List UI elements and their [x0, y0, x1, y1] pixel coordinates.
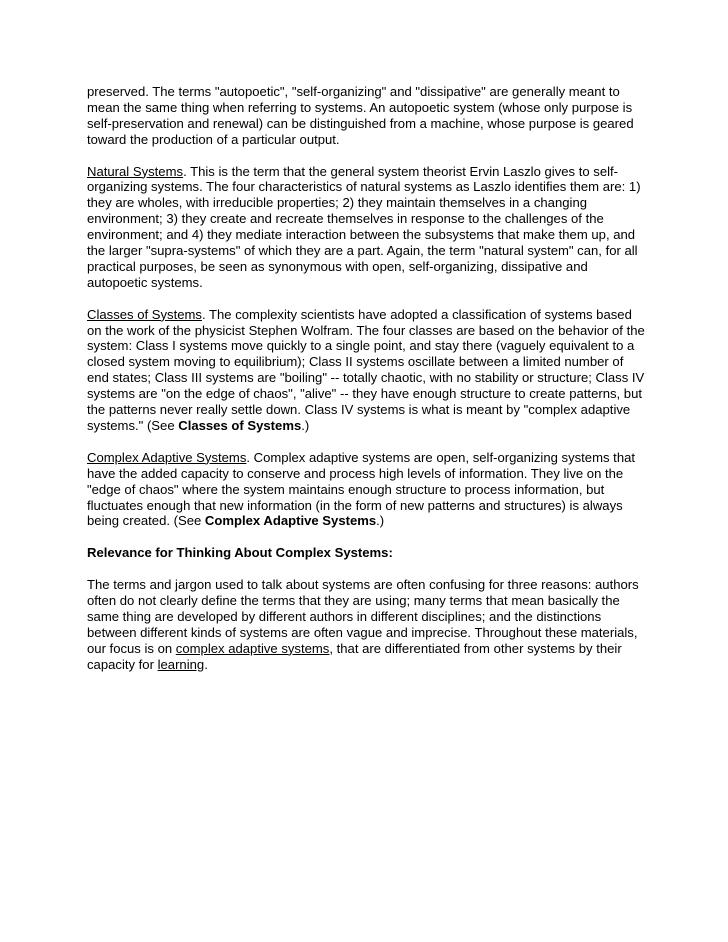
paragraph-tail: .) — [301, 418, 310, 433]
paragraph-text: The terms and jargon used to talk about systems are often confusing for three reasons: authors often do not clearly define the terms that they are using; many terms that mean basically the same thing are developed by different authors in different disciplines; and the distinctions between different kinds of systems are often vague and imprecise. Throughout these materials, our focus is on — [87, 577, 639, 656]
paragraph-autopoetic — [87, 84, 647, 148]
cross-reference-classes-of-systems: Classes of Systems — [178, 418, 302, 433]
term-classes-of-systems: Classes of Systems — [87, 306, 202, 322]
cross-reference-complex-adaptive-systems: Complex Adaptive Systems — [204, 513, 377, 529]
document-body — [87, 84, 647, 688]
section-heading: Relevance for Thinking About Complex Systems: — [87, 545, 393, 561]
paragraph-complex-adaptive-systems — [87, 450, 647, 530]
paragraph-text-middle: , that are differentiated from other systems by their capacity for — [87, 640, 622, 672]
link-learning[interactable]: learning — [157, 656, 205, 672]
paragraph-tail: . — [204, 656, 208, 672]
paragraph-tail: .) — [376, 513, 385, 529]
paragraph-text: preserved. The terms "autopoetic", "self-organizing" and "dissipative" are generally meant to mean the same thing when referring to systems. An autopoetic system (whose only purpose is self-preservation and renewal) can be distinguished from a machine, whose purpose is geared toward the production of a particular output. — [87, 84, 634, 147]
term-natural-systems: Natural Systems — [87, 163, 184, 179]
link-complex-adaptive-systems[interactable]: complex adaptive systems — [175, 640, 330, 656]
paragraph-relevance — [87, 577, 647, 672]
paragraph-natural-systems — [87, 164, 647, 291]
paragraph-text: . The complexity scientists have adopted a classification of systems based on the work of the physicist Stephen Wolfram. The four classes are based on the behavior of the system: Class I systems move quickly to a single point, and stay there (vaguely equivalent to a closed system moving to equilibrium); Class II systems oscillate between a limited number of end states; Class III systems are "boiling" -- totally chaotic, with no stability or structure; Class IV systems are "on the edge of chaos", "alive" -- they have enough structure to create patterns, but the patterns never really settle down. Class IV systems is what is meant by "complex adaptive systems." (See — [87, 306, 645, 433]
term-complex-adaptive-systems: Complex Adaptive Systems — [87, 449, 247, 465]
paragraph-text: . Complex adaptive systems are open, self-organizing systems that have the added capacity to conserve and process high levels of information. They live on the "edge of chaos" where the system maintains enough structure to process information, but fluctuates enough that new information (in the form of new patterns and structures) is always being created. (See — [87, 449, 636, 529]
paragraph-classes-of-systems — [87, 307, 647, 434]
paragraph-text: . This is the term that the general system theorist Ervin Laszlo gives to self-organizing systems. The four characteristics of natural systems as Laszlo identifies them are: 1) they are wholes, with irreducible properties; 2) they maintain themselves in a changing environment; 3) they create and recreate themselves in response to the challenges of the environment; and 4) they mediate interaction between the subsystems that make them up, and the larger "supra-systems" of which they are a part. Again, the term "natural system" can, for all practical purposes, be seen as synonymous with open, self-organizing, dissipative and autopoetic systems. — [87, 163, 641, 290]
